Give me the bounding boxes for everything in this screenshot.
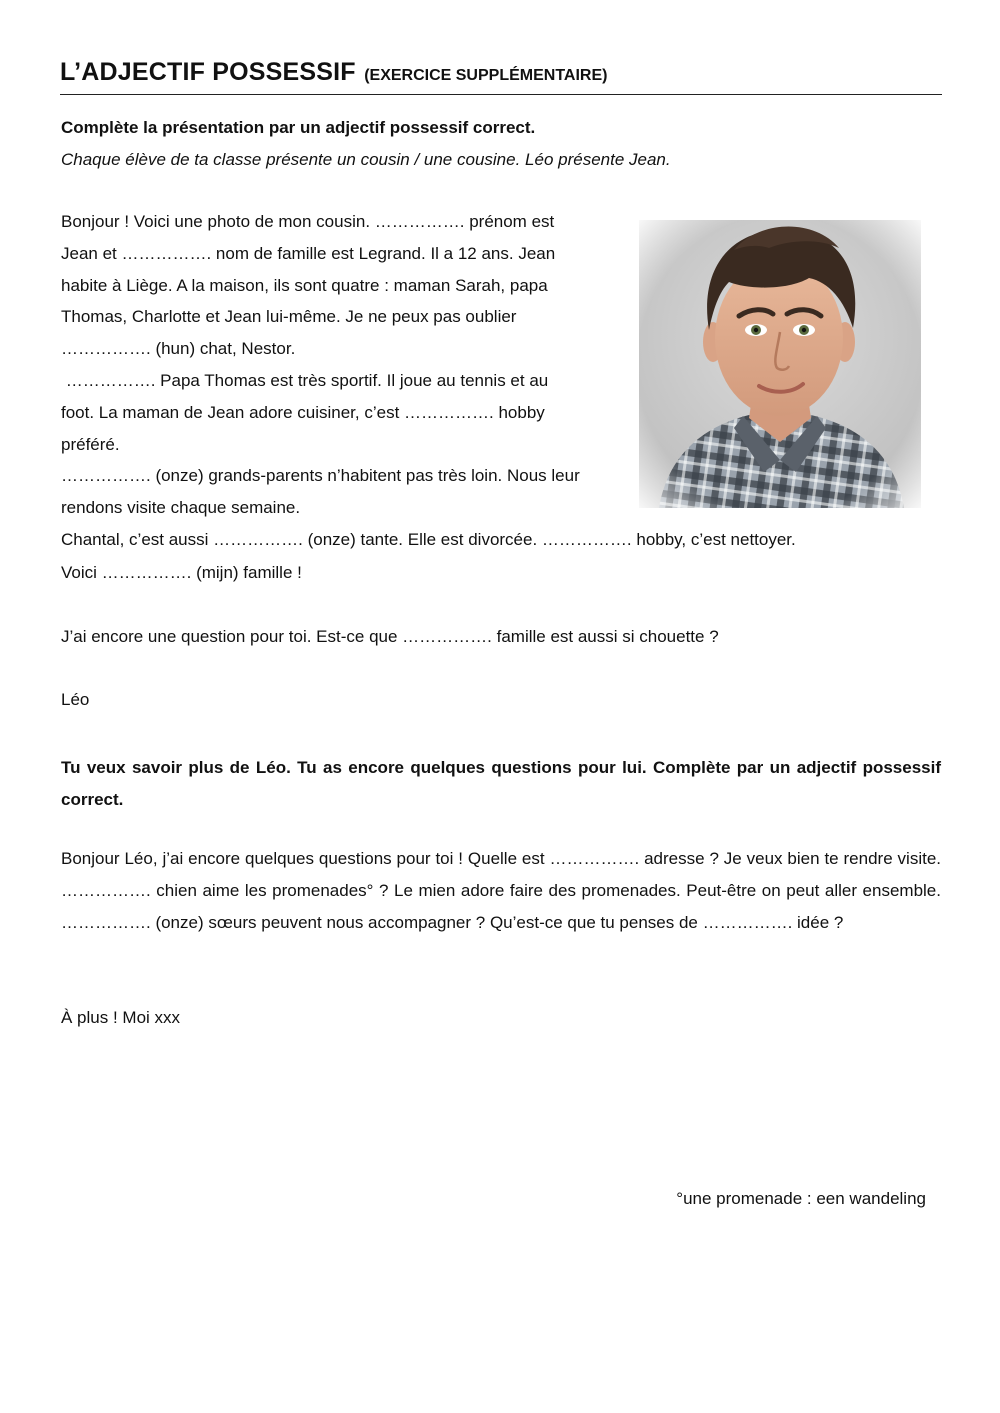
signature: Léo — [61, 690, 90, 709]
exercise1-instruction: Complète la présentation par un adjectif possessif correct. — [61, 118, 536, 137]
paragraph-line: rendons visite chaque semaine. — [61, 498, 301, 518]
paragraph-line: Bonjour ! Voici une photo de mon cousin. ……………. prénom est — [61, 212, 555, 231]
paragraph-line: ……………. Papa Thomas est très sportif. Il joue au tennis et au — [61, 370, 549, 390]
paragraph-line: Jean et ……………. nom de famille est Legrand. Il a 12 ans. Jean — [61, 243, 556, 263]
title-main: L’ADJECTIF POSSESSIF — [60, 58, 356, 86]
paragraph-line: Thomas, Charlotte et Jean lui-même. Je ne peux pas oublier — [61, 307, 517, 327]
exercise1-question: J’ai encore une question pour toi. Est-ce que ……………. famille est aussi si chouette ? — [61, 627, 719, 646]
exercise1-context: Chaque élève de ta classe présente un cousin / une cousine. Léo présente Jean. — [61, 150, 671, 169]
exercise1-paragraph — [61, 206, 615, 524]
exercise2-paragraph: Bonjour Léo, j’ai encore quelques questions pour toi ! Quelle est ……………. adresse ? Je veux bien te rendre visite. ……………. chien aime les promenades° ? Le mien adore faire des promenades. Peut-être on peut aller ensemble. ……………. (onze) sœurs peuvent nous accompagner ? Qu’est-ce que tu penses de ……………. idée ? — [61, 849, 941, 932]
paragraph-line: ……………. (onze) grands-parents n’habitent pas très loin. Nous leur — [61, 466, 580, 486]
paragraph-line: habite à Liège. A la maison, ils sont quatre : maman Sarah, papa — [61, 275, 548, 295]
paragraph-line: ……………. (hun) chat, Nestor. — [61, 339, 296, 359]
paragraph-line: préféré. — [61, 434, 120, 454]
worksheet-title — [60, 58, 942, 95]
paragraph-line: foot. La maman de Jean adore cuisiner, c’est ……………. hobby — [61, 402, 545, 422]
exercise2-instruction: Tu veux savoir plus de Léo. Tu as encore quelques questions pour lui. Complète par un adjectif possessif correct. — [61, 758, 941, 809]
line-famille: Voici ……………. (mijn) famille ! — [61, 563, 302, 582]
closing-line: À plus ! Moi xxx — [61, 1008, 181, 1027]
portrait-photo — [639, 220, 921, 508]
title-subtitle: (EXERCICE SUPPLÉMENTAIRE) — [364, 67, 608, 84]
footnote: °une promenade : een wandeling — [676, 1189, 926, 1208]
line-tante: Chantal, c’est aussi ……………. (onze) tante. Elle est divorcée. ……………. hobby, c’est nettoyer. — [61, 530, 796, 549]
